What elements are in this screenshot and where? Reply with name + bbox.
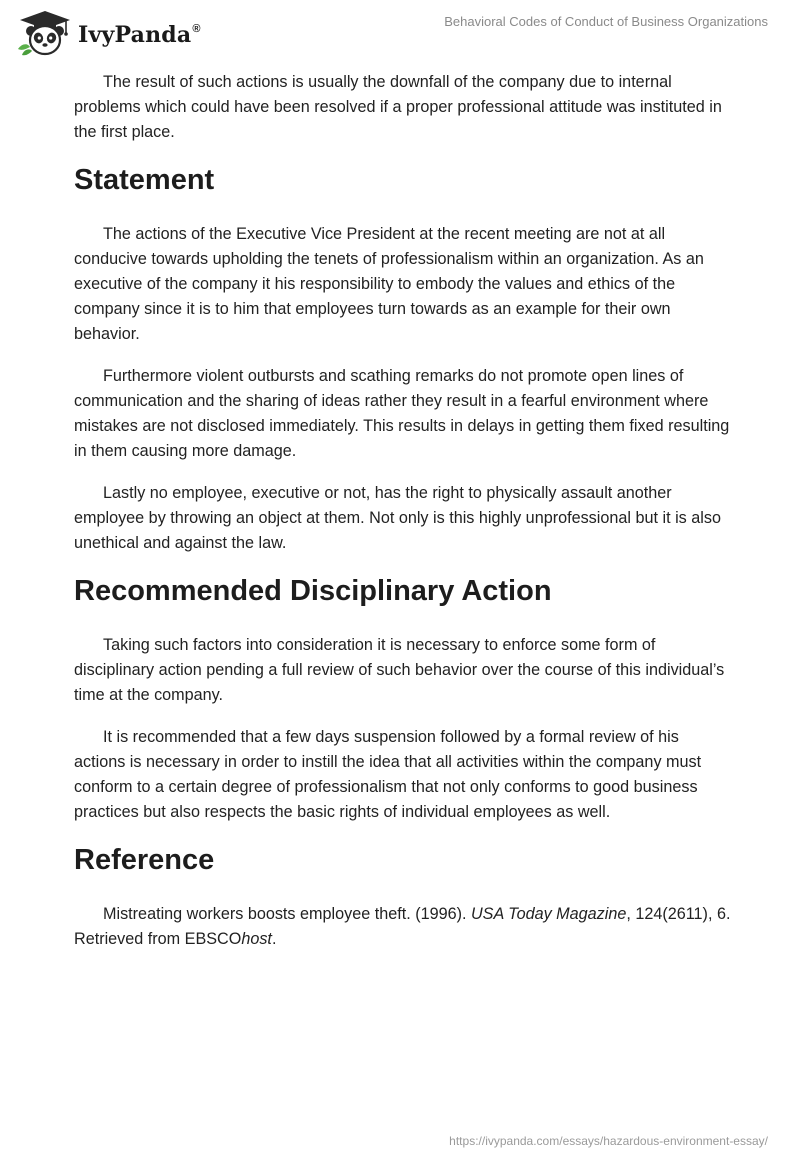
reference-text-middle: , 124(2611), 6. Retrieved from EBSCO	[74, 905, 731, 948]
statement-paragraph-3: Lastly no employee, executive or not, has the right to physically assault another employee by throwing an object at them. Not only is this highly unprofessional but it is also unethical and against the law.	[74, 484, 721, 552]
panda-graduate-icon	[14, 9, 76, 57]
statement-paragraph-1: The actions of the Executive Vice President at the recent meeting are not at all conducive towards upholding the tenets of professionalism within an organization. As an executive of the company it his responsibility to embody the values and ethics of the company since it is to him that employees turn towards as an example for their own behavior.	[74, 225, 704, 343]
disciplinary-paragraph-1: Taking such factors into consideration it is necessary to enforce some form of disciplinary action pending a full review of such behavior over the course of this individual’s time at the company.	[74, 636, 725, 704]
reference-entry	[74, 902, 734, 952]
reference-text-before: Mistreating workers boosts employee theft. (1996).	[103, 905, 471, 923]
running-title: Behavioral Codes of Conduct of Business Organizations	[444, 14, 768, 29]
source-url[interactable]: https://ivypanda.com/essays/hazardous-environment-essay/	[449, 1134, 768, 1148]
disciplinary-paragraph-2: It is recommended that a few days suspension followed by a formal review of his actions is necessary in order to instill the idea that all activities within the company must conform to a certain degree of professionalism that not only conforms to good business practices but also respects the basic rights of individual employees as well.	[74, 728, 702, 821]
page-header	[0, 0, 800, 62]
reference-heading: Reference	[74, 844, 215, 876]
brand-name	[78, 22, 201, 48]
intro-paragraph: The result of such actions is usually the downfall of the company due to internal problems which could have been resolved if a proper professional attitude was instituted in the first place.	[74, 73, 722, 141]
registered-mark: ®	[192, 23, 201, 35]
statement-heading: Statement	[74, 164, 215, 196]
reference-text-after: .	[271, 930, 277, 948]
statement-paragraph-2: Furthermore violent outbursts and scathing remarks do not promote open lines of communication and the sharing of ideas rather they result in a fearful environment where mistakes are not disclosed immediately. This results in delays in getting them fixed resulting in them causing more damage.	[74, 367, 730, 460]
reference-journal: USA Today Magazine	[470, 905, 627, 923]
ivypanda-logo[interactable]	[14, 8, 214, 58]
reference-host: host	[241, 930, 272, 948]
essay-content	[74, 70, 734, 969]
brand-text: IvyPanda	[78, 22, 192, 48]
disciplinary-heading: Recommended Disciplinary Action	[74, 575, 552, 607]
